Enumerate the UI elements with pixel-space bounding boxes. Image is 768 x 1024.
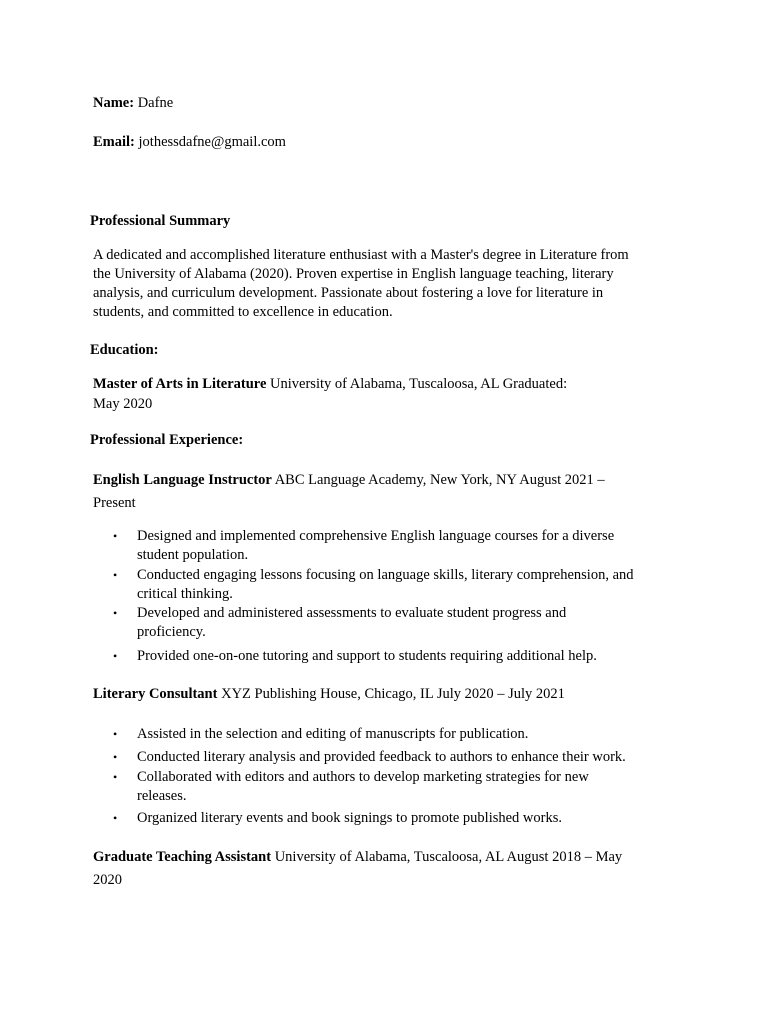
education-heading: Education: (90, 342, 159, 358)
job-title: English Language Instructor (93, 472, 272, 488)
job-detail: ABC Language Academy, New York, NY August 2021 – (274, 472, 605, 488)
bullet-icon: • (113, 727, 118, 741)
bullet-icon: • (113, 568, 118, 582)
bullet-icon: • (113, 750, 118, 764)
degree-date: May 2020 (93, 396, 153, 412)
job-entry (93, 846, 673, 892)
job-entry (93, 469, 673, 515)
job-title: Graduate Teaching Assistant (93, 849, 272, 865)
bullet-icon: • (113, 811, 118, 825)
job-detail: University of Alabama, Tuscaloosa, AL August 2018 – May (274, 849, 623, 865)
education-entry (93, 374, 673, 414)
summary-line: analysis, and curriculum development. Passionate about fostering a love for literature in (93, 285, 604, 301)
experience-heading: Professional Experience: (90, 432, 244, 448)
summary-line: students, and committed to excellence in education. (93, 304, 393, 320)
job-date: Present (93, 495, 136, 511)
job-entry (93, 685, 673, 704)
bullet-icon: • (113, 770, 118, 784)
email-label: Email: (93, 134, 135, 150)
email-line (93, 134, 286, 151)
summary-paragraph (93, 246, 673, 322)
bullet-icon: • (113, 529, 118, 543)
job-title: Literary Consultant (93, 686, 218, 702)
job-date: 2020 (93, 872, 122, 888)
name-label: Name: (93, 95, 135, 111)
summary-line: A dedicated and accomplished literature enthusiast with a Master's degree in Literature from (93, 247, 629, 263)
name-line (93, 95, 173, 112)
name-value: Dafne (137, 95, 174, 111)
summary-heading: Professional Summary (90, 213, 231, 229)
degree-detail: University of Alabama, Tuscaloosa, AL Graduated: (270, 376, 568, 392)
bullet-icon: • (113, 649, 118, 663)
bullet-icon: • (113, 606, 118, 620)
degree-title: Master of Arts in Literature (93, 376, 267, 392)
email-value: jothessdafne@gmail.com (138, 134, 286, 150)
summary-line: the University of Alabama (2020). Proven expertise in English language teaching, literary (93, 266, 614, 282)
job-detail: XYZ Publishing House, Chicago, IL July 2020 – July 2021 (221, 686, 565, 702)
